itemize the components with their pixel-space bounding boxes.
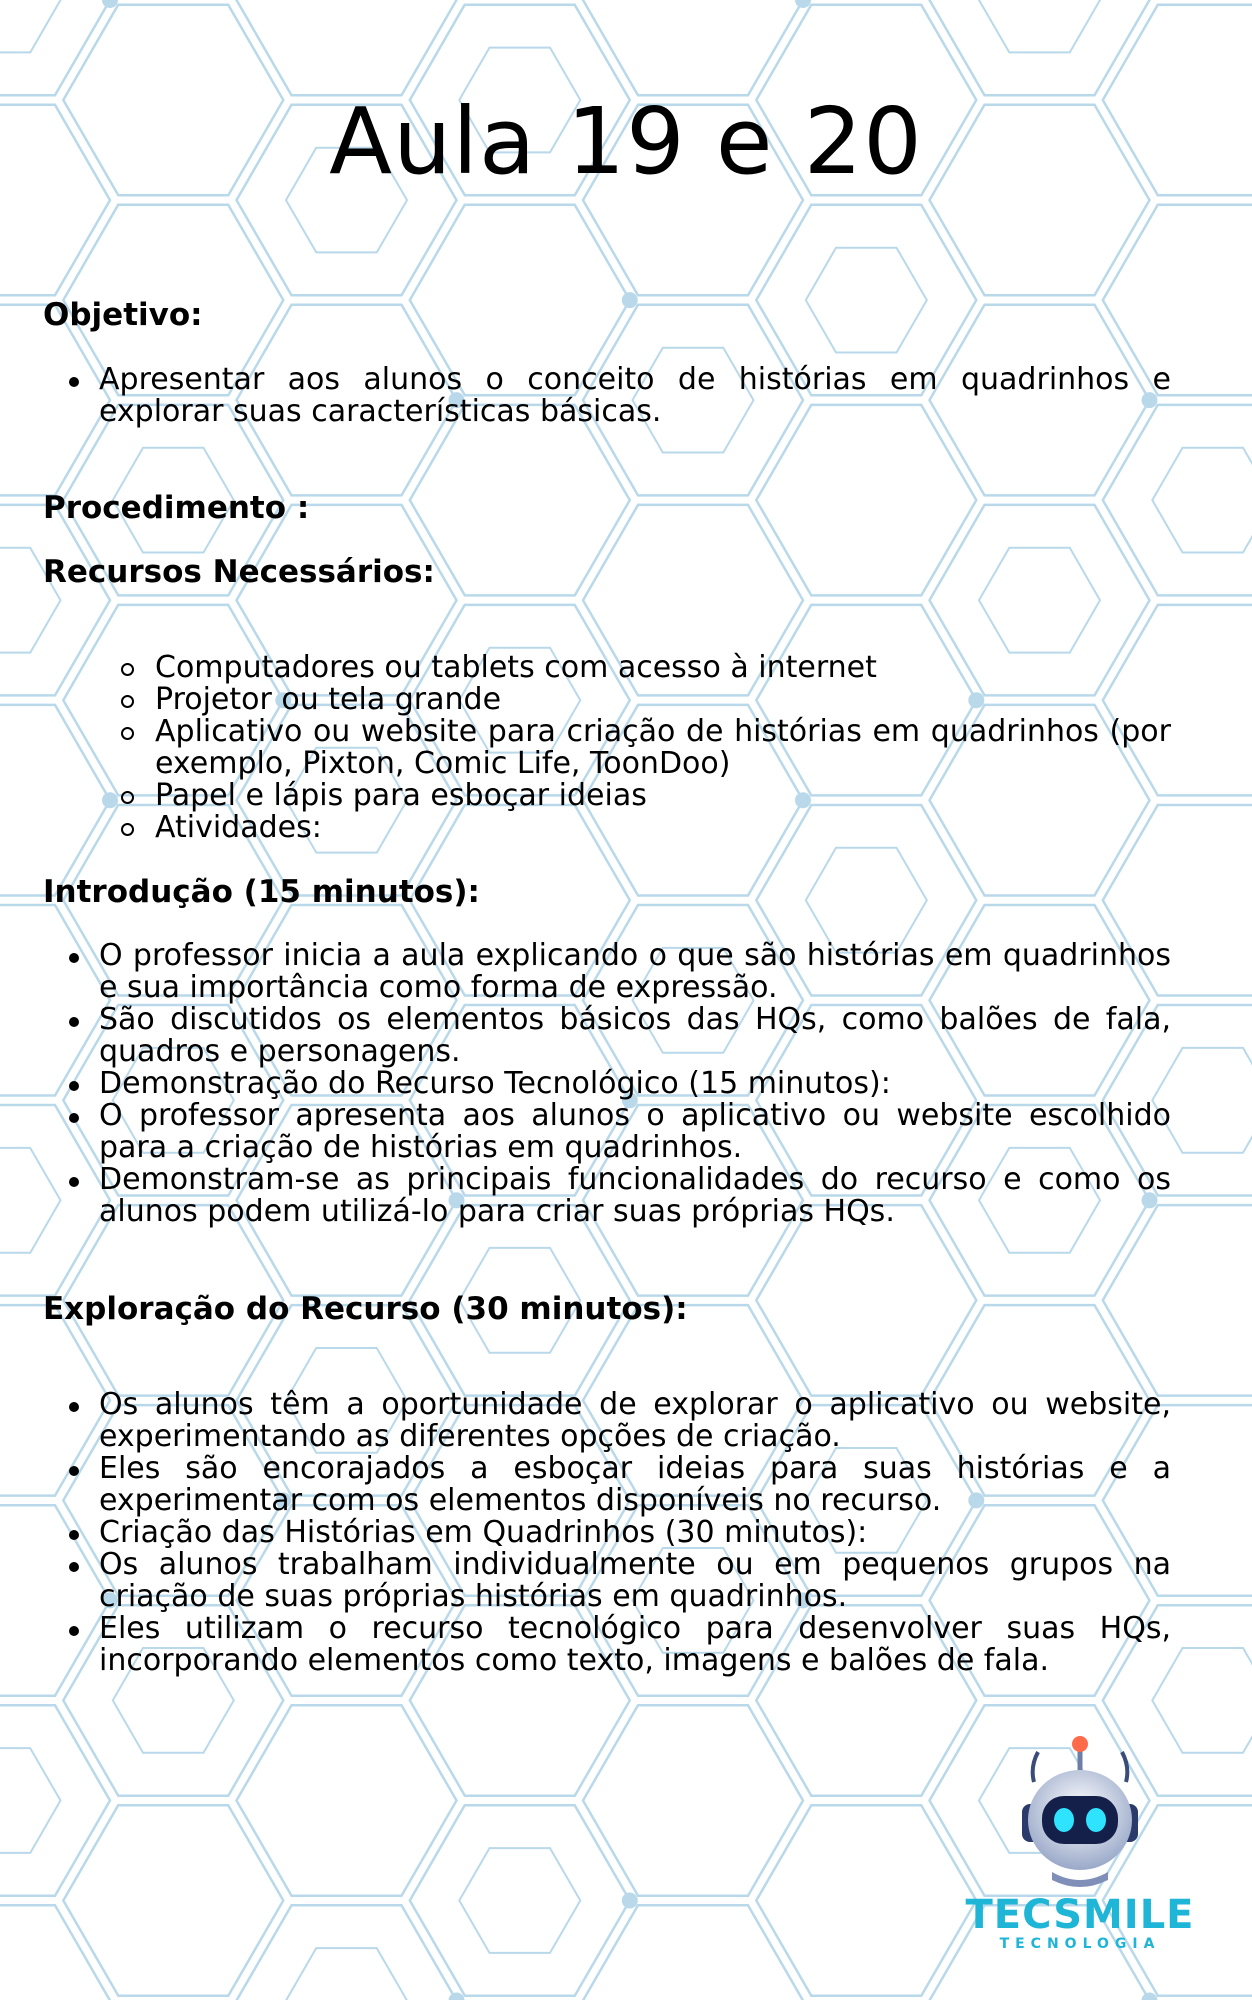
- list-item: São discutidos os elementos básicos das HQs, como balões de fala, quadros e personagens.: [99, 1002, 1171, 1069]
- objetivo-heading: Objetivo:: [43, 297, 203, 333]
- list-item: Projetor ou tela grande: [155, 684, 1171, 716]
- list-item: Demonstram-se as principais funcionalidades do recurso e como os alunos podem utilizá-lo para criar suas próprias HQs.: [99, 1162, 1171, 1229]
- introducao-heading: Introdução (15 minutos):: [43, 874, 480, 910]
- list-item: Papel e lápis para esboçar ideias: [155, 780, 1171, 812]
- list-item: O professor inicia a aula explicando o que são histórias em quadrinhos e sua importância como forma de expressão.: [99, 938, 1171, 1005]
- list-item: Apresentar aos alunos o conceito de histórias em quadrinhos e explorar suas características básicas.: [99, 362, 1171, 429]
- tecsmile-logo: [960, 1722, 1200, 1952]
- logo-tagline: TECNOLOGIA: [999, 1936, 1161, 1952]
- recursos-heading: Recursos Necessários:: [43, 554, 435, 590]
- logo-name: TECSMILE: [965, 1892, 1195, 1938]
- robot-icon: [960, 1722, 1200, 1892]
- list-item: Eles são encorajados a esboçar ideias para suas histórias e a experimentar com os elementos disponíveis no recurso.: [99, 1451, 1171, 1518]
- list-item: Atividades:: [155, 812, 1171, 844]
- exploracao-heading: Exploração do Recurso (30 minutos):: [43, 1291, 688, 1327]
- objetivo-list: [99, 364, 1171, 428]
- list-item: Aplicativo ou website para criação de histórias em quadrinhos (por exemplo, Pixton, Comic Life, ToonDoo): [155, 714, 1171, 781]
- recursos-list: [155, 652, 1171, 844]
- procedimento-heading: Procedimento :: [43, 490, 310, 526]
- list-item: Os alunos trabalham individualmente ou em pequenos grupos na criação de suas próprias histórias em quadrinhos.: [99, 1547, 1171, 1614]
- list-item: Demonstração do Recurso Tecnológico (15 minutos):: [99, 1068, 1171, 1100]
- list-item: Computadores ou tablets com acesso à internet: [155, 652, 1171, 684]
- list-item: Eles utilizam o recurso tecnológico para desenvolver suas HQs, incorporando elementos como texto, imagens e balões de fala.: [99, 1611, 1171, 1678]
- list-item: Os alunos têm a oportunidade de explorar o aplicativo ou website, experimentando as diferentes opções de criação.: [99, 1387, 1171, 1454]
- exploracao-list: [99, 1389, 1171, 1677]
- introducao-list: [99, 940, 1171, 1228]
- list-item: O professor apresenta aos alunos o aplicativo ou website escolhido para a criação de histórias em quadrinhos.: [99, 1098, 1171, 1165]
- list-item: Criação das Histórias em Quadrinhos (30 minutos):: [99, 1517, 1171, 1549]
- page-title: Aula 19 e 20: [329, 88, 923, 195]
